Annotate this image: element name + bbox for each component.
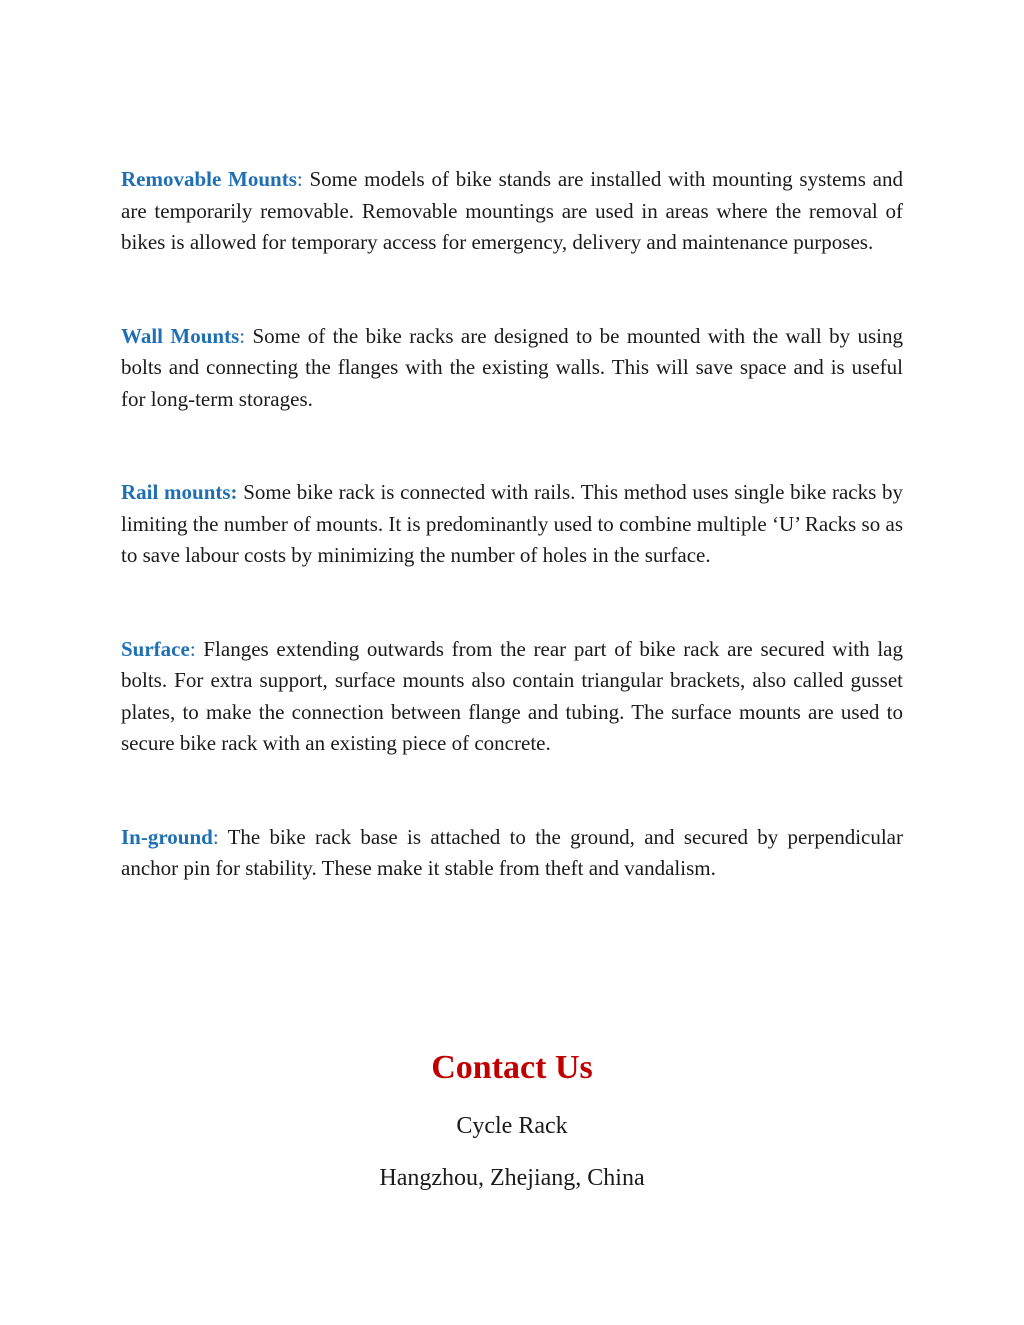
section-separator: : bbox=[296, 167, 303, 191]
section-wall-mounts bbox=[121, 321, 903, 416]
contact-title: Contact Us bbox=[431, 1049, 593, 1086]
section-removable-mounts bbox=[121, 164, 903, 259]
section-separator: : bbox=[189, 636, 196, 661]
document-body bbox=[121, 164, 903, 885]
section-text: Some of the bike racks are designed to be mounted with the wall by using bolts and connecting the flanges with the existing walls. This will save space and is useful for long-term storages. bbox=[121, 323, 903, 411]
section-in-ground bbox=[121, 822, 903, 885]
section-term: Rail mounts: bbox=[121, 480, 238, 504]
section-term: Removable Mounts bbox=[121, 167, 297, 191]
section-text: Some models of bike stands are installed with mounting systems and are temporarily removable. Removable mountings are used in areas where the removal of bikes is allowed for temporary access for emergency, delivery and maintenance purposes. bbox=[121, 167, 903, 254]
section-text: Flanges extending outwards from the rear part of bike rack are secured with lag bolts. For extra support, surface mounts also contain triangular brackets, also called gusset plates, to make the connection between flange and tubing. The surface mounts are used to secure bike rack with an existing piece of concrete. bbox=[121, 636, 903, 755]
section-separator: : bbox=[212, 824, 219, 849]
section-separator: : bbox=[239, 323, 246, 348]
contact-block bbox=[0, 1044, 1024, 1194]
section-text: Some bike rack is connected with rails. This method uses single bike racks by limiting the number of mounts. It is predominantly used to combine multiple ‘U’ Racks so as to save labour costs by minimizing the number of holes in the surface. bbox=[121, 480, 903, 567]
section-term: In-ground bbox=[121, 824, 213, 849]
contact-company: Cycle Rack bbox=[456, 1113, 568, 1139]
section-text: The bike rack base is attached to the ground, and secured by perpendicular anchor pin for stability. These make it stable from theft and vandalism. bbox=[121, 824, 903, 880]
section-surface bbox=[121, 634, 903, 760]
section-rail-mounts bbox=[121, 477, 903, 572]
section-term: Wall Mounts bbox=[121, 323, 240, 348]
section-term: Surface bbox=[121, 636, 190, 661]
contact-address: Hangzhou, Zhejiang, China bbox=[379, 1165, 645, 1191]
